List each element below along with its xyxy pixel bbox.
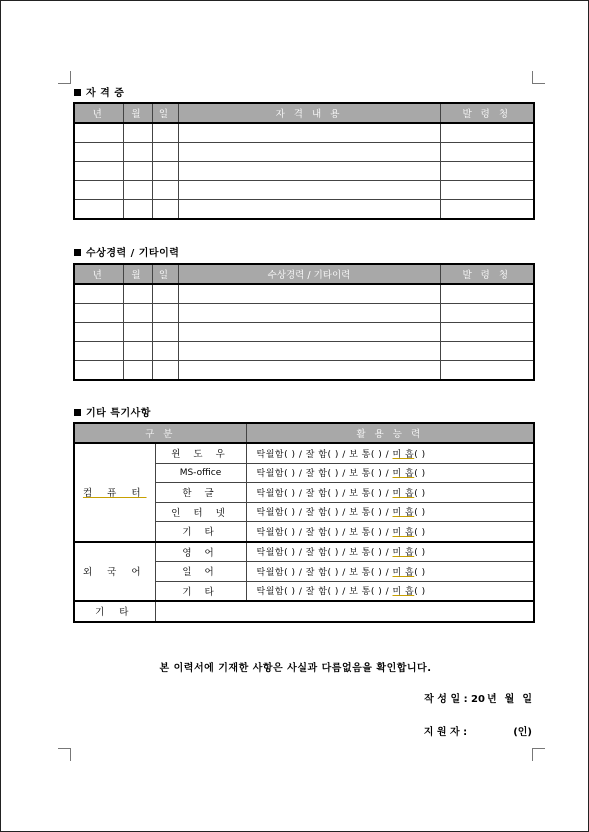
skill-item: 인 터 넷	[155, 502, 246, 522]
skill-item: 영 어	[155, 542, 246, 562]
empty-cell[interactable]	[440, 143, 534, 162]
empty-cell[interactable]	[440, 323, 534, 342]
skill-item: 기 타	[155, 581, 246, 601]
empty-cell[interactable]	[440, 162, 534, 181]
certificates-heading	[74, 84, 124, 99]
col-ability: 활 용 능 력	[246, 423, 534, 443]
empty-cell[interactable]	[178, 200, 440, 220]
seal-label: (인)	[513, 727, 532, 738]
col-month: 월	[123, 103, 152, 123]
crop-mark	[532, 748, 545, 761]
ability-options[interactable]: 탁월함( ) / 잘 함( ) / 보 통( ) / 미 흡( )	[246, 522, 534, 542]
empty-cell[interactable]	[152, 342, 178, 361]
empty-cell[interactable]	[440, 181, 534, 200]
empty-cell[interactable]	[74, 143, 123, 162]
table-row	[74, 181, 534, 200]
table-row	[74, 304, 534, 323]
empty-cell[interactable]	[123, 143, 152, 162]
ability-options[interactable]: 탁월함( ) / 잘 함( ) / 보 통( ) / 미 흡( )	[246, 463, 534, 483]
col-content: 수상경력 / 기타이력	[178, 264, 440, 284]
skill-item: 일 어	[155, 562, 246, 582]
crop-mark	[58, 748, 71, 761]
empty-cell[interactable]	[152, 143, 178, 162]
skill-item: 기 타	[155, 522, 246, 542]
crop-mark	[58, 71, 71, 84]
certificates-table	[73, 102, 535, 220]
table-row	[74, 200, 534, 220]
empty-cell[interactable]	[123, 284, 152, 304]
skill-item: 윈 도 우	[155, 443, 246, 463]
ability-options[interactable]: 탁월함( ) / 잘 함( ) / 보 통( ) / 미 흡( )	[246, 581, 534, 601]
month-label: 월	[504, 694, 515, 705]
empty-cell[interactable]	[178, 143, 440, 162]
certificates-heading-text: 자 격 증	[86, 88, 125, 99]
skills-heading	[74, 404, 151, 419]
empty-cell[interactable]	[123, 304, 152, 323]
empty-cell[interactable]	[178, 304, 440, 323]
empty-cell[interactable]	[440, 304, 534, 323]
other-field[interactable]	[155, 601, 534, 622]
square-bullet-icon	[74, 409, 81, 416]
skill-item: MS-office	[155, 463, 246, 483]
empty-cell[interactable]	[123, 342, 152, 361]
empty-cell[interactable]	[440, 200, 534, 220]
ability-options[interactable]: 탁월함( ) / 잘 함( ) / 보 통( ) / 미 흡( )	[246, 502, 534, 522]
col-content: 자 격 내 용	[178, 103, 440, 123]
language-label: 외 국 어	[74, 542, 155, 602]
empty-cell[interactable]	[152, 323, 178, 342]
empty-cell[interactable]	[152, 123, 178, 143]
empty-cell[interactable]	[178, 162, 440, 181]
empty-cell[interactable]	[74, 181, 123, 200]
ability-options[interactable]: 탁월함( ) / 잘 함( ) / 보 통( ) / 미 흡( )	[246, 443, 534, 463]
empty-cell[interactable]	[440, 342, 534, 361]
empty-cell[interactable]	[152, 200, 178, 220]
empty-cell[interactable]	[123, 323, 152, 342]
date-line	[424, 690, 532, 705]
table-row	[74, 323, 534, 342]
col-year: 년	[74, 103, 123, 123]
empty-cell[interactable]	[123, 361, 152, 381]
ability-options[interactable]: 탁월함( ) / 잘 함( ) / 보 통( ) / 미 흡( )	[246, 483, 534, 503]
empty-cell[interactable]	[152, 284, 178, 304]
empty-cell[interactable]	[178, 342, 440, 361]
empty-cell[interactable]	[123, 123, 152, 143]
empty-cell[interactable]	[152, 181, 178, 200]
col-day: 일	[152, 264, 178, 284]
empty-cell[interactable]	[123, 162, 152, 181]
ability-options[interactable]: 탁월함( ) / 잘 함( ) / 보 통( ) / 미 흡( )	[246, 562, 534, 582]
empty-cell[interactable]	[74, 304, 123, 323]
skills-table	[73, 422, 535, 623]
computer-label: 컴 퓨 터	[74, 443, 155, 542]
empty-cell[interactable]	[440, 361, 534, 381]
applicant-label: 지 원 자 :	[423, 727, 468, 738]
table-row	[74, 143, 534, 162]
skills-heading-text: 기타 특기사항	[86, 408, 151, 419]
col-category: 구 분	[74, 423, 246, 443]
applicant-line	[424, 723, 532, 738]
empty-cell[interactable]	[178, 284, 440, 304]
empty-cell[interactable]	[178, 123, 440, 143]
col-day: 일	[152, 103, 178, 123]
empty-cell[interactable]	[178, 181, 440, 200]
square-bullet-icon	[74, 249, 81, 256]
empty-cell[interactable]	[74, 361, 123, 381]
table-row	[74, 542, 534, 562]
empty-cell[interactable]	[74, 284, 123, 304]
empty-cell[interactable]	[178, 323, 440, 342]
awards-table	[73, 263, 535, 381]
table-row	[74, 601, 534, 622]
col-month: 월	[123, 264, 152, 284]
empty-cell[interactable]	[74, 323, 123, 342]
col-year: 년	[74, 264, 123, 284]
empty-cell[interactable]	[123, 181, 152, 200]
empty-cell[interactable]	[74, 200, 123, 220]
other-label: 기 타	[74, 601, 155, 622]
empty-cell[interactable]	[152, 361, 178, 381]
empty-cell[interactable]	[440, 123, 534, 143]
confirmation-statement: 본 이력서에 기재한 사항은 사실과 다름없음을 확인합니다.	[159, 663, 432, 674]
awards-heading-text: 수상경력 / 기타이력	[86, 248, 180, 259]
day-label: 일	[522, 694, 532, 705]
square-bullet-icon	[74, 89, 81, 96]
empty-cell[interactable]	[74, 162, 123, 181]
crop-mark	[532, 71, 545, 84]
empty-cell[interactable]	[440, 284, 534, 304]
table-row	[74, 284, 534, 304]
empty-cell[interactable]	[123, 200, 152, 220]
awards-heading	[74, 244, 179, 259]
col-issuer: 발 령 청	[440, 264, 534, 284]
date-label: 작 성 일 : 20	[424, 694, 485, 705]
table-row	[74, 162, 534, 181]
table-row	[74, 342, 534, 361]
empty-cell[interactable]	[152, 162, 178, 181]
table-row	[74, 123, 534, 143]
table-row	[74, 361, 534, 381]
empty-cell[interactable]	[178, 361, 440, 381]
ability-options[interactable]: 탁월함( ) / 잘 함( ) / 보 통( ) / 미 흡( )	[246, 542, 534, 562]
empty-cell[interactable]	[152, 304, 178, 323]
table-row	[74, 443, 534, 463]
year-label: 년	[486, 694, 497, 705]
skill-item: 한 글	[155, 483, 246, 503]
empty-cell[interactable]	[74, 123, 123, 143]
col-issuer: 발 령 청	[440, 103, 534, 123]
empty-cell[interactable]	[74, 342, 123, 361]
